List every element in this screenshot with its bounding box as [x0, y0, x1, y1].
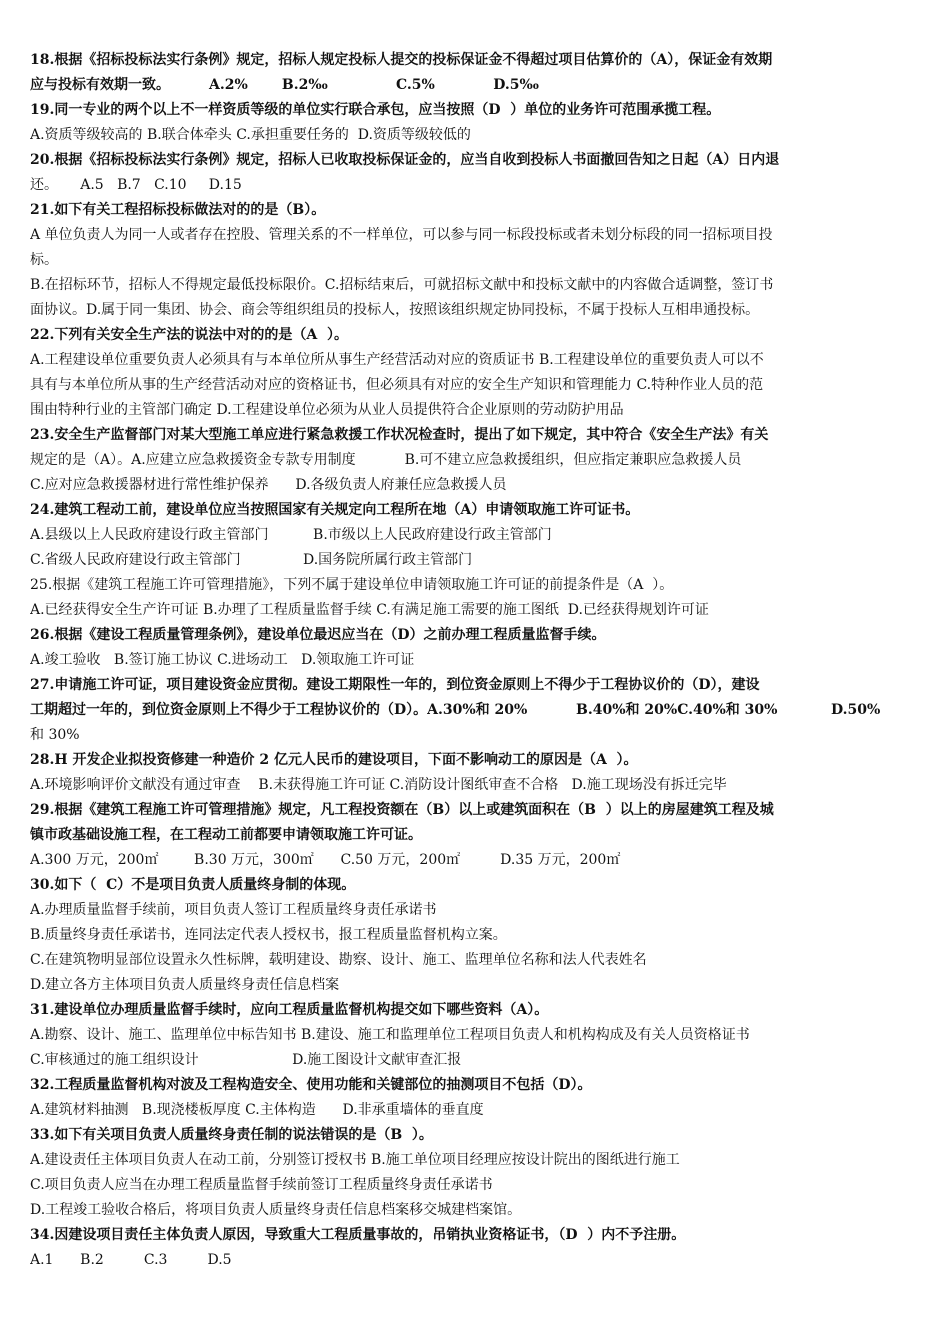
option-line: C.在建筑物明显部位设置永久性标牌，载明建设、勘察、设计、施工、监理单位名称和法人代表姓名 [30, 952, 647, 968]
option-line: C.省级人民政府建设行政主管部门 D.国务院所属行政主管部门 [30, 552, 473, 568]
option-line: 25.根据《建筑工程施工许可管理措施》，下列不属于建设单位申请领取施工许可证的前提条件是（A ）。 [30, 577, 674, 593]
option-line: A.资质等级较高的 B.联合体牵头 C.承担重要任务的 D.资质等级较低的 [30, 127, 471, 143]
option-line: A.1 B.2 C.3 D.5 [30, 1252, 232, 1268]
question-line: 32.工程质量监督机构对波及工程构造安全、使用功能和关键部位的抽测项目不包括（D）。 [30, 1077, 592, 1093]
option-line: C.审核通过的施工组织设计 D.施工图设计文献审查汇报 [30, 1052, 462, 1068]
option-line: 规定的是（A）。A.应建立应急救援资金专款专用制度 B.可不建立应急救援组织，但应指定兼职应急救援人员 [30, 452, 742, 468]
option-line: C.应对应急救援器材进行常性维护保养 D.各级负责人府兼任应急救援人员 [30, 477, 507, 493]
question-line: 工期超过一年的，到位资金原则上不得少于工程协议价的（D）。A.30%和 20% B.40%和 20%C.40%和 30% D.50% [30, 702, 881, 718]
option-line: B.在招标环节，招标人不得规定最低投标限价。C.招标结束后，可就招标文献中和投标文献中的内容做合适调整，签订书 [30, 277, 774, 293]
option-line: 围由特种行业的主管部门确定 D.工程建设单位必须为从业人员提供符合企业原则的劳动防护用品 [30, 402, 624, 418]
question-line: 31.建设单位办理质量监督手续时，应向工程质量监督机构提交如下哪些资料（A）。 [30, 1002, 549, 1018]
option-line: 和 30% [30, 727, 80, 743]
option-line: D.建立各方主体项目负责人质量终身责任信息档案 [30, 977, 340, 993]
option-line: 还。 A.5 B.7 C.10 D.15 [30, 177, 242, 193]
option-line: 标。 [30, 252, 58, 268]
option-line: A.工程建设单位重要负责人必须具有与本单位所从事生产经营活动对应的资质证书 B.工程建设单位的重要负责人可以不 [30, 352, 764, 368]
question-line: 28.H 开发企业拟投资修建一种造价 2 亿元人民币的建设项目，下面不影响动工的原因是（A ）。 [30, 752, 638, 768]
option-line: A 单位负责人为同一人或者存在控股、管理关系的不一样单位，可以参与同一标段投标或者未划分标段的同一招标项目投 [30, 227, 773, 243]
question-line: 27.申请施工许可证，项目建设资金应贯彻。建设工期限性一年的，到位资金原则上不得少于工程协议价的（D），建设 [30, 677, 760, 693]
question-line: 20.根据《招标投标法实行条例》规定，招标人已收取投标保证金的，应当自收到投标人书面撤回告知之日起（A）日内退 [30, 152, 780, 168]
option-line: 具有与本单位所从事的生产经营活动对应的资格证书，但必须具有对应的安全生产知识和管理能力 C.特种作业人员的范 [30, 377, 764, 393]
option-line: A.300 万元，200㎡ B.30 万元，300㎡ C.50 万元，200㎡ D.35 万元，200㎡ [30, 852, 621, 868]
option-line: A.环境影响评价文献没有通过审查 B.未获得施工许可证 C.消防设计图纸审查不合格 D.施工现场没有拆迁完毕 [30, 777, 727, 793]
option-line: D.工程竣工验收合格后，将项目负责人质量终身责任信息档案移交城建档案馆。 [30, 1202, 522, 1218]
option-line: A.勘察、设计、施工、监理单位中标告知书 B.建设、施工和监理单位工程项目负责人和机构构成及有关人员资格证书 [30, 1027, 750, 1043]
option-line: A.办理质量监督手续前，项目负责人签订工程质量终身责任承诺书 [30, 902, 437, 918]
document-body [30, 48, 922, 1273]
question-line: 26.根据《建设工程质量管理条例》，建设单位最迟应当在（D）之前办理工程质量监督手续。 [30, 627, 606, 643]
option-line: A.已经获得安全生产许可证 B.办理了工程质量监督手续 C.有满足施工需要的施工图纸 D.已经获得规划许可证 [30, 602, 709, 618]
question-line: 24.建筑工程动工前，建设单位应当按照国家有关规定向工程所在地（A）申请领取施工许可证书。 [30, 502, 640, 518]
question-line: 18.根据《招标投标法实行条例》规定，招标人规定投标人提交的投标保证金不得超过项目估算价的（A），保证金有效期 [30, 52, 773, 68]
option-line: A.建筑材料抽测 B.现浇楼板厚度 C.主体构造 D.非承重墙体的垂直度 [30, 1102, 484, 1118]
option-line: C.项目负责人应当在办理工程质量监督手续前签订工程质量终身责任承诺书 [30, 1177, 493, 1193]
question-line: 23.安全生产监督部门对某大型施工单应进行紧急救援工作状况检查时，提出了如下规定，其中符合《安全生产法》有关 [30, 427, 769, 443]
question-line: 19.同一专业的两个以上不一样资质等级的单位实行联合承包，应当按照（D ）单位的业务许可范围承揽工程。 [30, 102, 721, 118]
option-line: A.县级以上人民政府建设行政主管部门 B.市级以上人民政府建设行政主管部门 [30, 527, 552, 543]
option-line: A.建设责任主体项目负责人在动工前，分别签订授权书 B.施工单位项目经理应按设计院出的图纸进行施工 [30, 1152, 680, 1168]
question-line: 34.因建设项目责任主体负责人原因，导致重大工程质量事故的，吊销执业资格证书，（D ）内不予注册。 [30, 1227, 686, 1243]
option-line: 面协议。D.属于同一集团、协会、商会等组织组员的投标人，按照该组织规定协同投标，不属于投标人互相串通投标。 [30, 302, 760, 318]
question-line: 21.如下有关工程招标投标做法对的的是（B）。 [30, 202, 326, 218]
question-line: 22.下列有关安全生产法的说法中对的的是（A ）。 [30, 327, 348, 343]
question-line: 30.如下（ C）不是项目负责人质量终身制的体现。 [30, 877, 356, 893]
question-line: 镇市政基础设施工程，在工程动工前都要申请领取施工许可证。 [30, 827, 422, 843]
option-line: B.质量终身责任承诺书，连同法定代表人授权书，报工程质量监督机构立案。 [30, 927, 507, 943]
question-line: 29.根据《建筑工程施工许可管理措施》规定，凡工程投资额在（B）以上或建筑面积在（B ）以上的房屋建筑工程及城 [30, 802, 774, 818]
question-line: 应与投标有效期一致。 A.2% B.2‰ C.5% D.5‰ [30, 77, 539, 93]
question-line: 33.如下有关项目负责人质量终身责任制的说法错误的是（B ）。 [30, 1127, 433, 1143]
option-line: A.竣工验收 B.签订施工协议 C.进场动工 D.领取施工许可证 [30, 652, 415, 668]
